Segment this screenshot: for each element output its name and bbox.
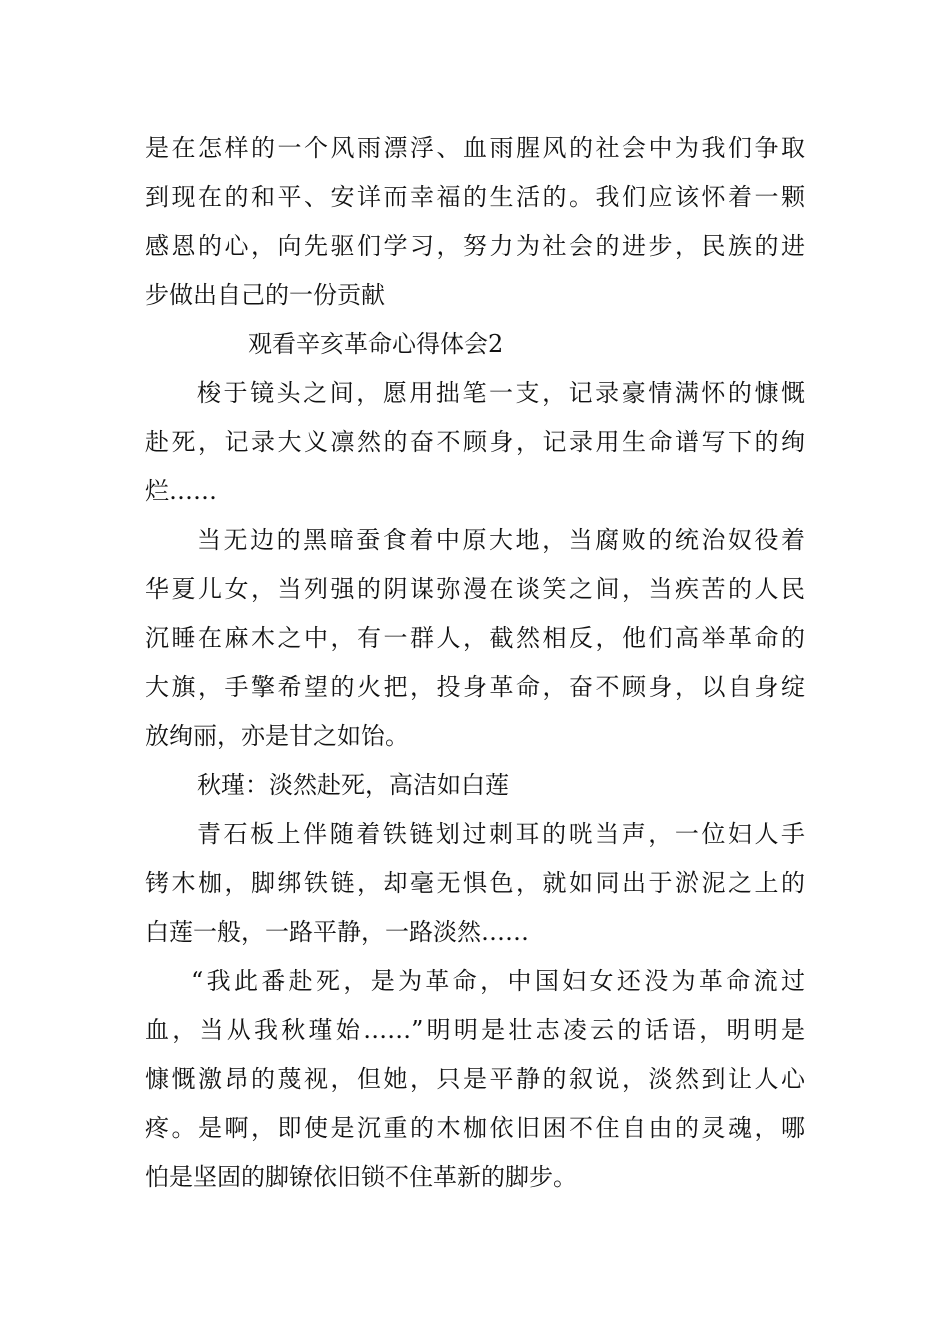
paragraph-line: 梭于镜头之间，愿用拙笔一支，记录豪情满怀的慷慨 [197, 379, 805, 407]
paragraph-line: 血，当从我秋瑾始……”明明是壮志凌云的话语，明明是 [145, 1016, 805, 1044]
paragraph-line: 烂…… [145, 477, 217, 505]
paragraph-line: 赴死，记录大义凛然的奋不顾身，记录用生命谱写下的绚 [145, 428, 805, 456]
subheading: 秋瑾：淡然赴死，高洁如白莲 [197, 771, 509, 799]
document-body [145, 124, 805, 1202]
paragraph-line: “我此番赴死，是为革命，中国妇女还没为革命流过 [191, 967, 805, 995]
paragraph-line: 感恩的心，向先驱们学习，努力为社会的进步，民族的进 [145, 232, 805, 260]
paragraph-line: 白莲一般，一路平静，一路淡然…… [145, 918, 529, 946]
paragraph-line: 步做出自己的一份贡献 [145, 281, 385, 309]
paragraph-line: 铐木枷，脚绑铁链，却毫无惧色，就如同出于淤泥之上的 [145, 869, 805, 897]
paragraph-line: 到现在的和平、安详而幸福的生活的。我们应该怀着一颗 [145, 183, 805, 211]
paragraph-line: 华夏儿女，当列强的阴谋弥漫在谈笑之间，当疾苦的人民 [145, 575, 805, 603]
paragraph-line: 当无边的黑暗蚕食着中原大地，当腐败的统治奴役着 [197, 526, 805, 554]
paragraph-line: 青石板上伴随着铁链划过刺耳的咣当声，一位妇人手 [197, 820, 805, 848]
paragraph-line: 怕是坚固的脚镣依旧锁不住革新的脚步。 [145, 1163, 577, 1191]
paragraph-line: 是在怎样的一个风雨漂浮、血雨腥风的社会中为我们争取 [145, 134, 805, 162]
paragraph-line: 大旗，手擎希望的火把，投身革命，奋不顾身，以自身绽 [145, 673, 805, 701]
paragraph-line: 慷慨激昂的蔑视，但她，只是平静的叙说，淡然到让人心 [145, 1065, 805, 1093]
paragraph-line: 疼。是啊，即使是沉重的木枷依旧困不住自由的灵魂，哪 [145, 1114, 805, 1142]
section-title: 观看辛亥革命心得体会2 [248, 330, 504, 358]
paragraph-line: 沉睡在麻木之中，有一群人，截然相反，他们高举革命的 [145, 624, 805, 652]
paragraph-line: 放绚丽，亦是甘之如饴。 [145, 722, 409, 750]
